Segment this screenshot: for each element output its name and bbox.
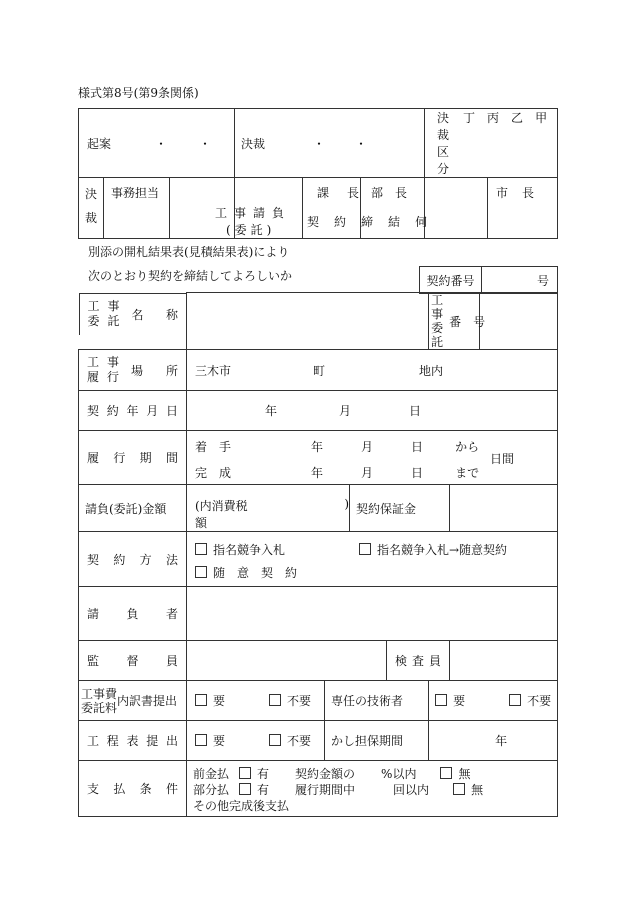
row-name	[79, 293, 558, 350]
other-payment-text: その他完成後支払	[193, 798, 290, 813]
number-label: 工事 委託 番 号	[429, 293, 480, 350]
engineer-need[interactable]: 要	[435, 692, 465, 709]
method-label: 契約方法	[79, 532, 187, 587]
contract-form-table	[78, 292, 558, 817]
payment-label: 支払条件	[79, 761, 187, 817]
tax-text: (内消費税額	[195, 499, 248, 530]
level-hei[interactable]: 丙	[487, 111, 500, 125]
supervisor-label: 監督員	[79, 641, 187, 681]
document-title	[215, 204, 442, 238]
number-field[interactable]	[480, 293, 558, 350]
level-tei[interactable]: 丁	[463, 111, 476, 125]
schedule-noneed[interactable]: 不要	[269, 732, 311, 749]
row-place	[79, 350, 558, 391]
start-text: 着 手	[195, 439, 232, 454]
bucho-cell[interactable]: 部 長	[361, 178, 425, 239]
engineer-noneed[interactable]: 不要	[509, 692, 551, 709]
until-text: まで	[455, 465, 480, 480]
breakdown-need[interactable]: 要	[195, 692, 225, 709]
deposit-field[interactable]	[450, 485, 558, 532]
town-text: 町	[313, 363, 326, 378]
from-text: から	[455, 439, 480, 454]
method-field	[187, 532, 558, 587]
row-amount	[79, 485, 558, 532]
partial-text: 部分払	[193, 782, 230, 797]
jimu-tanto-label: 事務担当	[104, 178, 170, 239]
schedule-label: 工程表提出	[79, 721, 187, 761]
supervisor-field[interactable]	[187, 641, 387, 681]
schedule-need[interactable]: 要	[195, 732, 225, 749]
inspector-field[interactable]	[450, 641, 558, 681]
title-line1b: (委託)	[226, 223, 276, 237]
month-text: 月	[339, 404, 352, 418]
form-number: 様式第8号(第9条関係)	[78, 86, 199, 100]
kessai-label: 決裁	[241, 136, 266, 151]
checkbox[interactable]	[359, 543, 371, 555]
partial-none[interactable]: 無	[453, 782, 483, 798]
amount-field[interactable]: (内消費税額 )	[187, 485, 350, 532]
contractor-label: 請負者	[79, 587, 187, 641]
contractor-field[interactable]	[187, 587, 558, 641]
row-date	[79, 391, 558, 431]
advance-none[interactable]: 無	[440, 766, 470, 782]
row-period	[79, 431, 558, 485]
place-label: 工事 履行 場 所	[79, 350, 187, 391]
date-dot: ・	[355, 136, 368, 151]
date-dot: ・	[313, 136, 326, 151]
row-method	[79, 532, 558, 587]
kessai-cell[interactable]	[235, 109, 425, 178]
date-field[interactable]	[187, 391, 558, 431]
inspector-label: 検査員	[387, 641, 450, 681]
warranty-label: かし担保期間	[325, 721, 429, 761]
warranty-field[interactable]	[429, 721, 558, 761]
schedule-options	[187, 721, 325, 761]
kessai-kubun-cell[interactable]	[425, 109, 558, 178]
date-dot: ・	[199, 136, 212, 151]
date-dot: ・	[155, 136, 168, 151]
breakdown-label: 工事費 委託料 内訳書提出	[79, 681, 187, 721]
intro-line2: 次のとおり契約を締結してよろしいか	[88, 269, 293, 283]
warranty-year: 年	[495, 734, 508, 748]
payment-field: 前金払 有 契約金額の %以内 無 部分払 有 履行期間中 回以内 無 その他完成後支払	[187, 761, 558, 817]
deposit-label: 契約保証金	[350, 485, 450, 532]
level-ko[interactable]: 甲	[535, 111, 548, 125]
partial-yes[interactable]: 有	[239, 782, 269, 798]
contract-number-label: 契約番号	[420, 267, 482, 294]
method-option-shimei[interactable]: 指名競争入札	[195, 541, 285, 558]
level-otsu[interactable]: 乙	[511, 111, 524, 125]
intro-line1: 別添の開札結果表(見積結果表)により	[88, 245, 290, 259]
name-field[interactable]	[187, 293, 429, 350]
engineer-options	[429, 681, 558, 721]
advance-text: 前金払	[193, 766, 230, 781]
engineer-label: 専任の技術者	[325, 681, 429, 721]
method-option-shimei-zuii[interactable]: 指名競争入札→随意契約	[359, 541, 507, 558]
kessai-vertical-label: 決 裁	[79, 178, 104, 239]
row-contractor	[79, 587, 558, 641]
breakdown-options	[187, 681, 325, 721]
contract-number-box[interactable]	[419, 266, 558, 294]
shicho-cell[interactable]: 市 長	[488, 178, 558, 239]
end-text: 完 成	[195, 465, 232, 480]
checkbox[interactable]	[195, 566, 207, 578]
breakdown-noneed[interactable]: 不要	[269, 692, 311, 709]
days-text: 日間	[490, 451, 515, 466]
period-field[interactable]: 着 手 年 月 日 から 完 成 年 月 日 まで 日間	[187, 431, 558, 485]
date-label: 契約年月日	[79, 391, 187, 431]
place-field[interactable]	[187, 350, 558, 391]
kian-label: 起案	[87, 136, 112, 151]
kacho-cell[interactable]: 課 長	[303, 178, 361, 239]
method-option-zuii[interactable]: 随 意 契 約	[195, 564, 297, 581]
title-line2: 契約締結伺	[307, 214, 443, 229]
row-payment	[79, 761, 558, 817]
advance-yes[interactable]: 有	[239, 766, 269, 782]
lot-text: 地内	[419, 363, 444, 378]
kian-cell[interactable]	[79, 109, 235, 178]
amount-label: 請負(委託)金額	[79, 485, 187, 532]
row-breakdown	[79, 681, 558, 721]
name-label: 工事 委託 名 称	[79, 293, 187, 335]
year-text: 年	[265, 404, 278, 418]
checkbox[interactable]	[195, 543, 207, 555]
kessai-kubun-label: 決裁区分	[437, 111, 450, 176]
contract-number-suffix[interactable]: 号	[482, 267, 558, 294]
row-supervisor	[79, 641, 558, 681]
period-label: 履行期間	[79, 431, 187, 485]
title-line1a: 工事請負	[215, 206, 292, 220]
day-text: 日	[409, 404, 422, 418]
city-text: 三木市	[195, 363, 232, 378]
row-schedule	[79, 721, 558, 761]
